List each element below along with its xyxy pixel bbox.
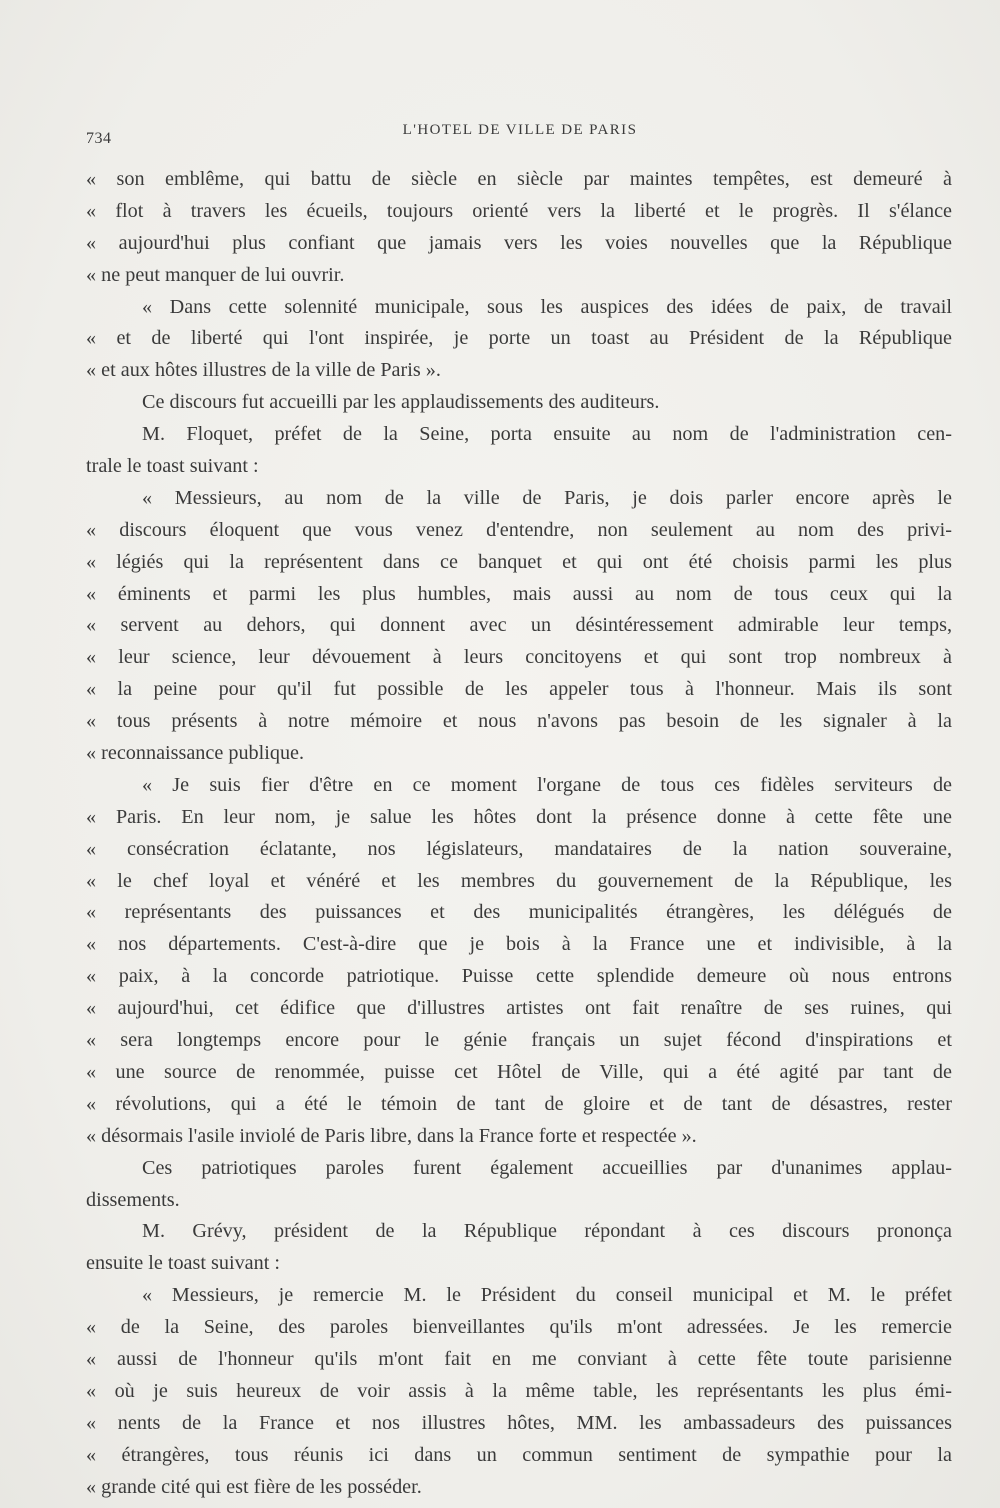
text-line: « où je suis heureux de voir assis à la même table, les représentants les plus émi-: [86, 1379, 952, 1402]
text-line: « discours éloquent que vous venez d'entendre, non seulement au nom des privi-: [86, 518, 952, 541]
text-line: dissements.: [86, 1188, 180, 1211]
running-title: L'HOTEL DE VILLE DE PARIS: [402, 122, 638, 138]
text-line: « désormais l'asile inviolé de Paris libre, dans la France forte et respectée ».: [86, 1124, 697, 1147]
page-number: 734: [86, 130, 112, 147]
text-line: « aussi de l'honneur qu'ils m'ont fait en me conviant à cette fête toute parisienne: [86, 1347, 952, 1370]
text-line: « servent au dehors, qui donnent avec un désintéressement admirable leur temps,: [86, 614, 952, 637]
text-line: « aujourd'hui plus confiant que jamais vers les voies nouvelles que la République: [86, 231, 952, 254]
text-line: « Je suis fier d'être en ce moment l'organe de tous ces fidèles serviteurs de: [142, 773, 952, 796]
body-text: [86, 164, 952, 1503]
text-line: « son emblême, qui battu de siècle en siècle par maintes tempêtes, est demeuré à: [86, 168, 952, 190]
text-line: « représentants des puissances et des municipalités étrangères, les délégués de: [86, 901, 952, 924]
text-line: « le chef loyal et vénéré et les membres du gouvernement de la République, les: [86, 869, 952, 892]
text-line: « leur science, leur dévouement à leurs concitoyens et qui sont trop nombreux à: [86, 646, 952, 669]
text-line: M. Grévy, président de la République répondant à ces discours prononça: [142, 1220, 952, 1243]
text-line: « consécration éclatante, nos législateurs, mandataires de la nation souveraine,: [86, 837, 952, 860]
text-line: « reconnaissance publique.: [86, 742, 305, 765]
text-line: « de la Seine, des paroles bienveillantes qu'ils m'ont adressées. Je les remercie: [86, 1316, 952, 1339]
text-line: « grande cité qui est fière de les posséder.: [86, 1475, 422, 1498]
text-line: « et de liberté qui l'ont inspirée, je porte un toast au Président de la République: [86, 327, 952, 350]
text-line: « Paris. En leur nom, je salue les hôtes dont la présence donne à cette fête une: [86, 805, 952, 828]
text-line: « et aux hôtes illustres de la ville de Paris ».: [86, 359, 441, 382]
text-line: Ce discours fut accueilli par les applaudissements des auditeurs.: [142, 391, 660, 414]
text-line: trale le toast suivant :: [86, 455, 259, 478]
text-line: « étrangères, tous réunis ici dans un commun sentiment de sympathie pour la: [86, 1443, 952, 1466]
text-line: « tous présents à notre mémoire et nous n'avons pas besoin de les signaler à la: [86, 710, 952, 733]
text-line: « éminents et parmi les plus humbles, mais aussi au nom de tous ceux qui la: [86, 582, 952, 605]
text-line: « aujourd'hui, cet édifice que d'illustres artistes ont fait renaître de ses ruines, qui: [86, 997, 952, 1020]
text-line: « sera longtemps encore pour le génie français un sujet fécond d'inspirations et: [86, 1029, 952, 1052]
text-line: « la peine pour qu'il fut possible de les appeler tous à l'honneur. Mais ils sont: [86, 678, 952, 701]
page-header: [86, 122, 954, 146]
text-line: M. Floquet, préfet de la Seine, porta ensuite au nom de l'administration cen-: [142, 423, 952, 446]
text-line: « nents de la France et nos illustres hôtes, MM. les ambassadeurs des puissances: [86, 1411, 952, 1434]
text-line: « légiés qui la représentent dans ce banquet et qui ont été choisis parmi les plus: [86, 550, 952, 573]
text-line: « ne peut manquer de lui ouvrir.: [86, 263, 345, 286]
text-line: ensuite le toast suivant :: [86, 1252, 280, 1275]
text-line: « flot à travers les écueils, toujours orienté vers la liberté et le progrès. Il s'élance: [86, 199, 952, 222]
text-line: « Messieurs, je remercie M. le Président du conseil municipal et M. le préfet: [142, 1284, 952, 1307]
text-line: « nos départements. C'est-à-dire que je bois à la France une et indivisible, à la: [86, 933, 952, 956]
text-line: « Dans cette solennité municipale, sous les auspices des idées de paix, de travail: [142, 295, 952, 318]
text-line: Ces patriotiques paroles furent également accueillies par d'unanimes applau-: [142, 1156, 952, 1179]
text-line: « révolutions, qui a été le témoin de tant de gloire et de tant de désastres, rester: [86, 1092, 952, 1115]
text-line: « une source de renommée, puisse cet Hôtel de Ville, qui a été agité par tant de: [86, 1060, 952, 1083]
text-line: « Messieurs, au nom de la ville de Paris, je dois parler encore après le: [142, 486, 952, 509]
text-line: « paix, à la concorde patriotique. Puisse cette splendide demeure où nous entrons: [86, 965, 952, 988]
